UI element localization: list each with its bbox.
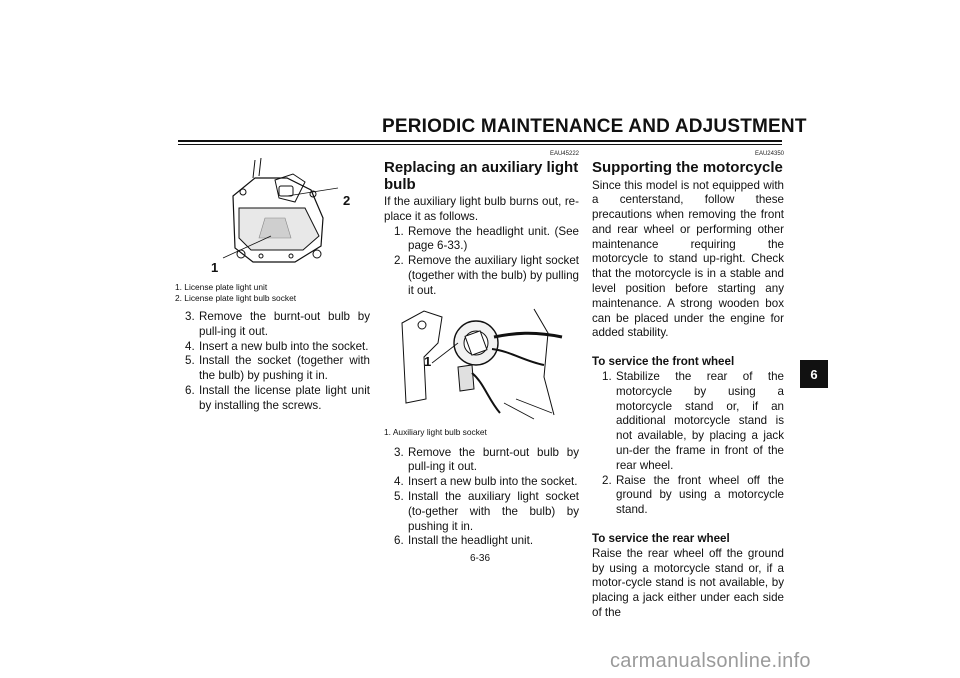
license-plate-light-illustration [175, 150, 370, 282]
list-item [384, 534, 579, 549]
step-text: Insert a new bulb into the socket. [408, 475, 578, 489]
front-wheel-heading: To service the front wheel [592, 355, 735, 369]
step-number: 6. [185, 383, 195, 397]
figure-caption-1: 1. License plate light unit [175, 282, 268, 292]
list-item [592, 474, 784, 518]
list-item [384, 490, 579, 534]
watermark: carmanualsonline.info [610, 650, 811, 672]
auxiliary-steps-a [384, 225, 579, 299]
step-number: 5. [185, 354, 195, 368]
section-intro: Since this model is not equipped with a centerstand, follow these precautions when removing the front and rear wheel or performing other maintenance requiring the motorcycle to stand up-right. Check that the motorcycle is in a stable and level position before starting any maintenance. A strong wooden box can be placed under the engine for added stability. [592, 178, 784, 340]
step-text: Remove the burnt-out bulb by pull-ing it out. [199, 310, 370, 338]
figure-caption-2: 2. License plate light bulb socket [175, 293, 297, 303]
step-number: 4. [185, 339, 195, 353]
rear-wheel-heading: To service the rear wheel [592, 532, 730, 546]
section-code: EAU24350 [754, 151, 784, 157]
step-text: Stabilize the rear of the motorcycle by using a motorcycle stand or, if an additional motorcycle stand is not available, by placing a jack un-der the frame in front of the rear wheel. [616, 370, 784, 472]
callout-1: 1 [211, 260, 219, 275]
spacer [592, 518, 784, 532]
list-item [175, 340, 370, 355]
front-wheel-steps [592, 370, 784, 518]
figure-auxiliary-socket [384, 303, 579, 427]
header-rule-thick [178, 140, 782, 142]
column-auxiliary-light [384, 150, 579, 549]
auxiliary-steps-b [384, 446, 579, 550]
list-item [592, 370, 784, 474]
list-item [384, 475, 579, 490]
license-plate-steps [175, 310, 370, 414]
step-number: 3. [185, 310, 195, 323]
list-item [175, 354, 370, 384]
section-heading: Replacing an auxiliary light bulb [384, 159, 579, 193]
column-supporting-motorcycle [592, 150, 784, 621]
step-text: Install the socket (together with the bulb) by pushing it in. [199, 354, 370, 383]
rear-wheel-text: Raise the rear wheel off the ground by using a motorcycle stand or, if a motor-cycle stand is not available, by placing a jack either under each side of the [592, 546, 784, 620]
chapter-tab: 6 [800, 360, 828, 388]
list-item [384, 225, 579, 255]
step-number: 2. [394, 254, 404, 268]
step-text: Raise the front wheel off the ground by using a motorcycle stand. [616, 473, 784, 517]
section-code: EAU45222 [549, 151, 579, 157]
step-number: 1. [394, 224, 404, 238]
step-text: Install the headlight unit. [408, 534, 534, 548]
step-text: Remove the headlight unit. (See page 6-33.) [408, 224, 579, 253]
step-number: 3. [394, 445, 404, 459]
page-number: 6-36 [469, 553, 490, 564]
step-number: 4. [394, 475, 404, 489]
step-text: Insert a new bulb into the socket. [199, 339, 369, 353]
list-item [384, 446, 579, 476]
header-rule-thin [178, 144, 782, 145]
callout-2: 2 [343, 193, 351, 208]
auxiliary-socket-illustration [384, 303, 579, 427]
figure-license-plate-light [175, 150, 370, 282]
step-text: Remove the burnt-out bulb by pull-ing it out. [408, 445, 579, 474]
step-text: Install the auxiliary light socket (to-gether with the bulb) by pushing it in. [408, 489, 579, 533]
list-item [175, 384, 370, 414]
list-item [175, 310, 370, 340]
section-intro: If the auxiliary light bulb burns out, re-place it as follows. [384, 195, 579, 223]
figure-caption: 1. Auxiliary light bulb socket [384, 426, 487, 437]
list-item [384, 254, 579, 298]
step-text: Install the license plate light unit by installing the screws. [199, 383, 370, 412]
column-license-plate [175, 150, 370, 414]
section-heading: Supporting the motorcycle [592, 159, 783, 176]
step-number: 6. [394, 534, 404, 548]
step-number: 5. [394, 489, 404, 503]
callout-1: 1 [424, 353, 432, 369]
step-number: 1. [602, 370, 612, 384]
spacer [592, 341, 784, 355]
page-header-title: PERIODIC MAINTENANCE AND ADJUSTMENT [382, 116, 807, 137]
step-number: 2. [602, 473, 612, 487]
step-text: Remove the auxiliary light socket (together with the bulb) by pulling it out. [408, 254, 579, 297]
